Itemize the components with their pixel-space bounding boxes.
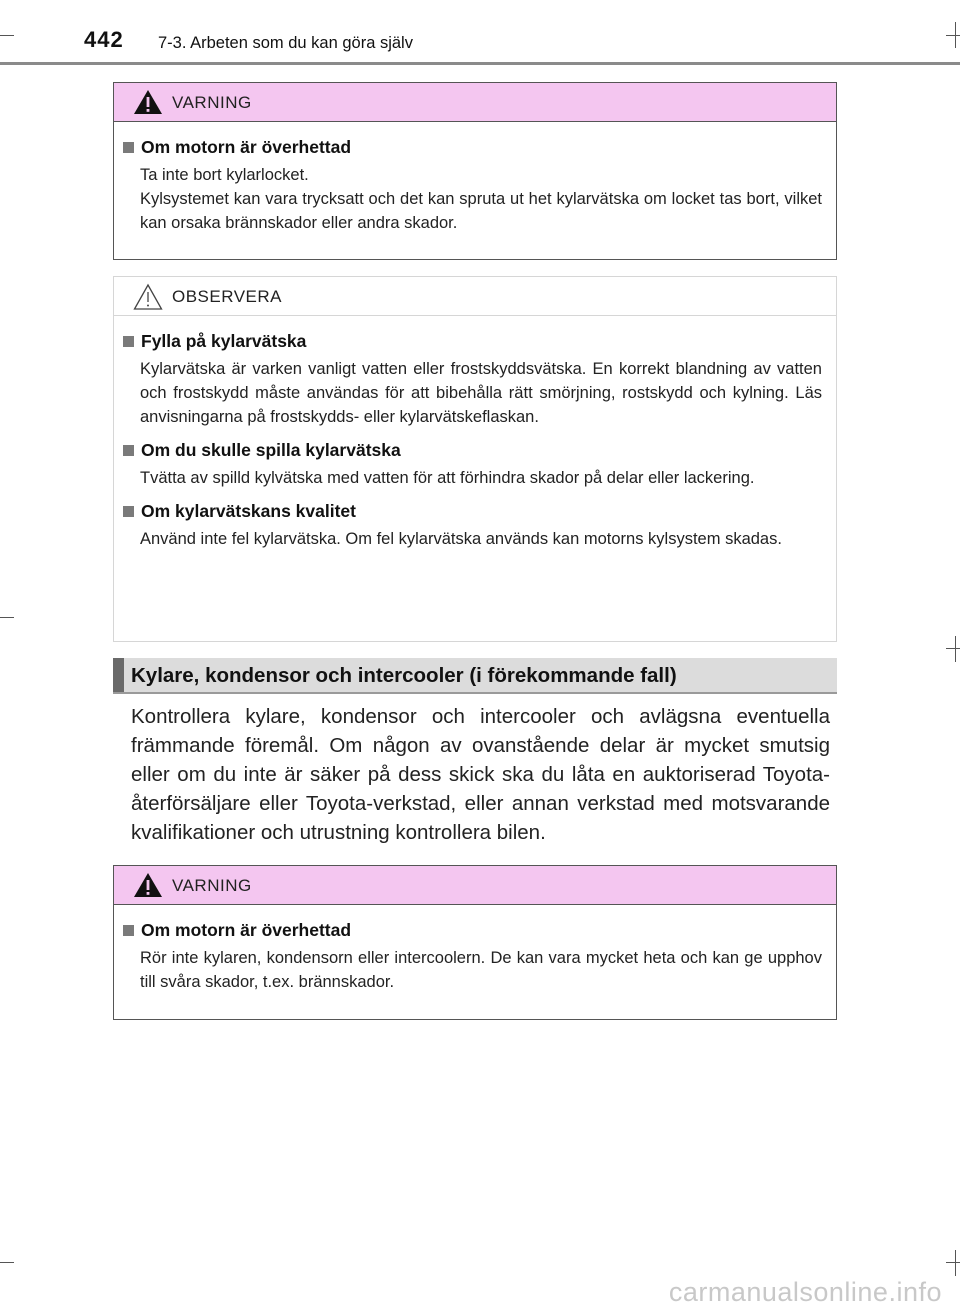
warning-header	[114, 866, 836, 905]
warning-box	[113, 865, 837, 1020]
crop-mark	[0, 617, 14, 618]
warning-item-text	[123, 163, 822, 235]
bullet-square-icon	[123, 445, 134, 456]
warning-icon	[133, 872, 163, 898]
watermark-text: carmanualsonline.info	[668, 1277, 942, 1307]
page-header	[0, 0, 960, 66]
warning-item-title: Om motorn är överhettad	[123, 137, 822, 158]
section-heading	[113, 658, 837, 694]
crop-mark	[955, 636, 956, 662]
crop-mark	[946, 648, 960, 649]
notice-item-text: Kylarvätska är varken vanligt vatten eller frostskyddsvätska. En korrekt blandning av vatten och frostskydd måste användas för att bibehålla rätt smörjning, rostskydd och kylning. Läs anvisningarna på frostskydds- eller kylarvätskeflaskan.	[140, 360, 822, 426]
notice-item-title: Om kylarvätskans kvalitet	[123, 501, 822, 522]
notice-label: OBSERVERA	[172, 287, 283, 306]
header-divider	[0, 62, 960, 65]
crop-mark	[946, 1262, 960, 1263]
notice-body	[114, 316, 836, 551]
notice-item-title: Om du skulle spilla kylarvätska	[123, 440, 822, 461]
crop-mark	[0, 1262, 14, 1263]
notice-item-title: Fylla på kylarvätska	[123, 331, 822, 352]
crop-mark	[946, 35, 960, 36]
warning-item-title: Om motorn är överhettad	[123, 920, 822, 941]
notice-item-text: Tvätta av spilld kylvätska med vatten för att förhindra skador på delar eller lackering.	[140, 469, 755, 487]
notice-box	[113, 276, 837, 642]
warning-line: Kylsystemet kan vara trycksatt och det kan spruta ut het kylarvätska om locket tas bort, vilket kan orsaka brännskador eller andra skador.	[140, 190, 822, 232]
warning-box	[113, 82, 837, 260]
heading-title: Kylare, kondensor och intercooler (i förekommande fall)	[131, 664, 677, 687]
bullet-square-icon	[123, 142, 134, 153]
caution-icon	[133, 283, 163, 311]
warning-line: Ta inte bort kylarlocket.	[140, 166, 309, 184]
notice-item-text: Använd inte fel kylarvätska. Om fel kylarvätska används kan motorns kylsystem skadas.	[140, 530, 782, 548]
warning-body	[114, 905, 836, 994]
warning-body	[114, 122, 836, 235]
crop-mark	[955, 1250, 956, 1276]
crop-mark	[955, 22, 956, 48]
heading-accent-bar	[113, 658, 124, 692]
notice-header	[114, 277, 836, 316]
warning-icon	[133, 89, 163, 115]
bullet-square-icon	[123, 336, 134, 347]
page-number: 442	[84, 27, 124, 52]
section-title: 7-3. Arbeten som du kan göra själv	[158, 34, 413, 52]
bullet-square-icon	[123, 506, 134, 517]
warning-item-text: Rör inte kylaren, kondensorn eller intercoolern. De kan vara mycket heta och kan ge upphov till svåra skador, t.ex. brännskador.	[140, 949, 822, 991]
crop-mark	[0, 35, 14, 36]
warning-label: VARNING	[172, 876, 252, 895]
bullet-square-icon	[123, 925, 134, 936]
body-paragraph: Kontrollera kylare, kondensor och intercooler och avlägsna eventuella främmande föremål. Om någon av ovanstående delar är mycket smutsig eller om du inte är säker på dess skick ska du låta en auktoriserad Toyota-återförsäljare eller Toyota-verkstad, eller annan verkstad med motsvarande kvalifikationer och utrustning kontrollera bilen.	[131, 705, 830, 844]
warning-header	[114, 83, 836, 122]
warning-label: VARNING	[172, 93, 252, 112]
